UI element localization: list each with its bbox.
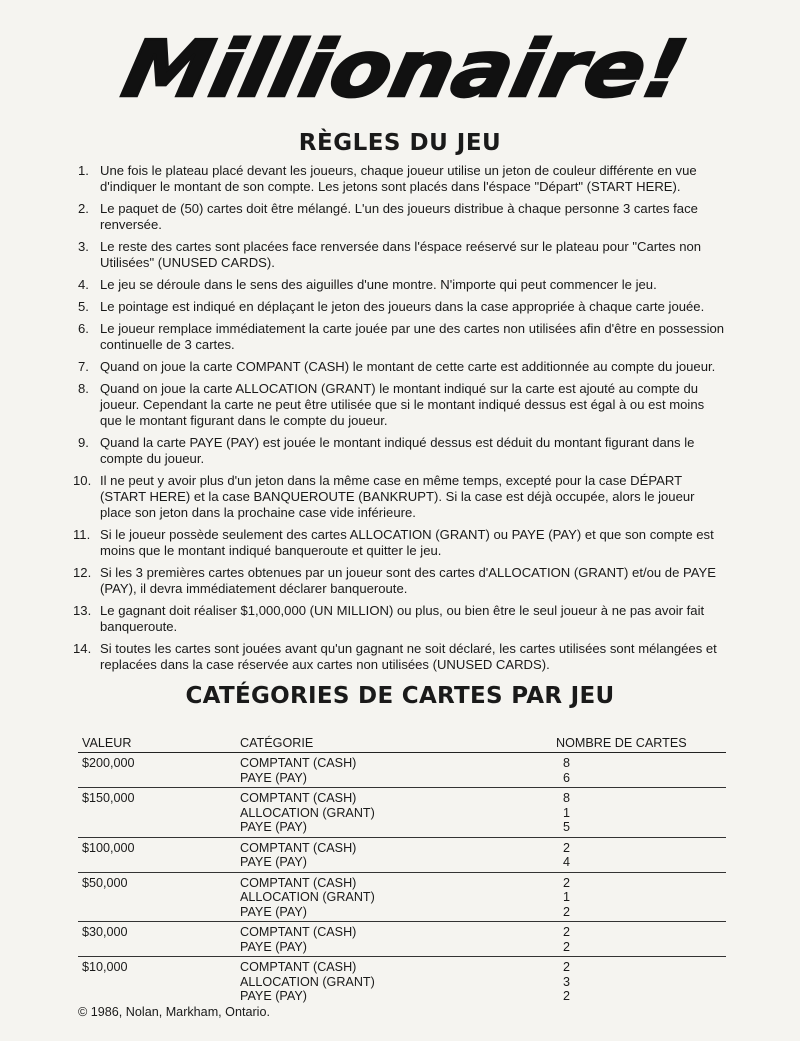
category-label: PAYE (PAY) — [240, 939, 307, 954]
rule-item — [0, 359, 725, 375]
category-label: COMPTANT (CASH) — [240, 756, 357, 770]
rule-number: 6. — [78, 321, 89, 336]
rule-item — [0, 277, 725, 293]
cell-counts — [552, 753, 726, 788]
copyright: © 1986, Nolan, Markham, Ontario. — [78, 1005, 270, 1019]
rule-item — [0, 321, 725, 353]
table-header-row — [78, 732, 726, 753]
rule-item — [0, 299, 725, 315]
category-label: PAYE (PAY) — [240, 820, 307, 834]
rule-text: Si le joueur possède seulement des cartes ALLOCATION (GRANT) ou PAYE (PAY) et que son compte est moins que le montant indiqué banqueroute et quitter le jeu. — [100, 527, 714, 558]
category-label: PAYE (PAY) — [240, 770, 307, 785]
card-count: 8 — [563, 756, 571, 770]
cell-categories — [236, 788, 552, 838]
rule-number: 13. — [73, 603, 92, 618]
millionaire-logo — [0, 8, 800, 118]
category-label: PAYE (PAY) — [240, 989, 307, 1003]
cell-counts — [552, 872, 726, 922]
cell-counts — [552, 957, 726, 1006]
card-count: 1 — [563, 805, 571, 820]
category-label: PAYE (PAY) — [240, 904, 307, 919]
category-label: COMPTANT (CASH) — [240, 840, 357, 855]
rule-number: 3. — [78, 239, 89, 254]
rule-item — [0, 565, 725, 597]
rule-text: Le gagnant doit réaliser $1,000,000 (UN MILLION) ou plus, ou bien être le seul joueur à ne pas avoir fait banqueroute. — [100, 603, 705, 634]
cell-value: $30,000 — [78, 922, 236, 957]
category-label: PAYE (PAY) — [240, 855, 307, 869]
rule-text: Quand on joue la carte COMPANT (CASH) le montant de cette carte est additionnée au compte du joueur. — [100, 359, 716, 374]
table-row — [78, 872, 726, 922]
card-count: 8 — [563, 791, 571, 805]
card-count: 2 — [563, 960, 571, 974]
rule-number: 2. — [78, 201, 89, 216]
card-categories-table — [78, 732, 726, 1006]
rule-text: Le pointage est indiqué en déplaçant le jeton des joueurs dans la case appropriée à chaque carte jouée. — [100, 299, 705, 314]
cell-categories — [236, 922, 552, 957]
category-label: COMPTANT (CASH) — [240, 925, 357, 939]
card-count: 6 — [563, 770, 571, 785]
rule-number: 1. — [78, 163, 89, 178]
header-count: NOMBRE DE CARTES — [552, 732, 726, 753]
table-row — [78, 957, 726, 1006]
table-row — [78, 753, 726, 788]
card-count: 2 — [563, 989, 571, 1003]
category-label: COMPTANT (CASH) — [240, 960, 357, 974]
cell-counts — [552, 922, 726, 957]
rule-text: Il ne peut y avoir plus d'un jeton dans la même case en même temps, excepté pour la case DÉPART (START HERE) et la case BANQUEROUTE (BANKRUPT). Si la case est déjà occupée, alors le joueur place son jeton dans la prochaine case vide inférieure. — [100, 473, 695, 520]
rule-number: 8. — [78, 381, 89, 396]
rule-number: 10. — [73, 473, 92, 488]
rule-item — [0, 163, 725, 195]
rule-number: 12. — [73, 565, 92, 580]
rule-item — [0, 381, 725, 429]
card-count: 2 — [563, 925, 571, 939]
categories-title: CATÉGORIES DE CARTES PAR JEU — [185, 683, 615, 709]
card-count: 5 — [563, 820, 571, 834]
rule-number: 11. — [73, 527, 91, 542]
cell-value: $150,000 — [78, 788, 236, 838]
rule-item — [0, 527, 725, 559]
rule-text: Quand la carte PAYE (PAY) est jouée le montant indiqué dessus est déduit du montant figurant dans le compte du joueur. — [100, 435, 695, 466]
rule-number: 7. — [78, 359, 89, 374]
logo-text: Millionaire! — [115, 23, 635, 115]
cell-categories — [236, 753, 552, 788]
rule-item — [0, 473, 725, 521]
category-label: ALLOCATION (GRANT) — [240, 890, 375, 904]
rule-item — [0, 239, 725, 271]
category-label: COMPTANT (CASH) — [240, 875, 357, 890]
category-label: ALLOCATION (GRANT) — [240, 805, 375, 820]
cell-categories — [236, 957, 552, 1006]
card-count: 2 — [563, 875, 571, 890]
table-row — [78, 922, 726, 957]
rules-list — [0, 163, 800, 679]
rule-number: 4. — [78, 277, 89, 292]
rule-text: Si toutes les cartes sont jouées avant qu'un gagnant ne soit déclaré, les cartes utilisées sont mélangées et replacées dans la case réservée aux cartes non utilisées (UNUSED CARDS). — [100, 641, 717, 672]
cell-counts — [552, 837, 726, 872]
cell-categories — [236, 872, 552, 922]
cell-counts — [552, 788, 726, 838]
rule-item — [0, 435, 725, 467]
rule-item — [0, 641, 725, 673]
card-count: 2 — [563, 840, 571, 855]
rule-text: Si les 3 premières cartes obtenues par un joueur sont des cartes d'ALLOCATION (GRANT) et/ou de PAYE (PAY), il devra immédiatement déclarer banqueroute. — [100, 565, 716, 596]
rule-item — [0, 201, 725, 233]
header-category: CATÉGORIE — [236, 732, 552, 753]
rule-number: 5. — [78, 299, 89, 314]
header-value: VALEUR — [78, 732, 236, 753]
cell-value: $50,000 — [78, 872, 236, 922]
table-row — [78, 788, 726, 838]
card-count: 4 — [563, 855, 571, 869]
rule-text: Le paquet de (50) cartes doit être mélangé. L'un des joueurs distribue à chaque personne 3 cartes face renversée. — [100, 201, 698, 232]
category-label: COMPTANT (CASH) — [240, 791, 357, 805]
rule-number: 9. — [78, 435, 89, 450]
rule-text: Le jeu se déroule dans le sens des aiguilles d'une montre. N'importe qui peut commencer le jeu. — [100, 277, 657, 292]
cell-value: $10,000 — [82, 960, 128, 974]
card-count: 3 — [563, 974, 571, 989]
rule-text: Une fois le plateau placé devant les joueurs, chaque joueur utilise un jeton de couleur différente en vue d'indiquer le montant de son compte. Les jetons sont placés dans l'éspace "Départ" (START HERE). — [100, 163, 697, 194]
category-label: ALLOCATION (GRANT) — [240, 974, 375, 989]
rules-title: RÈGLES DU JEU — [298, 130, 502, 156]
table-row — [78, 837, 726, 872]
cell-categories — [236, 837, 552, 872]
card-count: 2 — [563, 939, 571, 954]
card-count: 2 — [563, 904, 571, 919]
rule-item — [0, 603, 725, 635]
rule-text: Le joueur remplace immédiatement la carte jouée par une des cartes non utilisées afin d'être en possession continuelle de 3 cartes. — [100, 321, 725, 352]
cell-value: $100,000 — [78, 837, 236, 872]
rule-number: 14. — [73, 641, 92, 656]
card-count: 1 — [563, 890, 571, 904]
rule-text: Quand on joue la carte ALLOCATION (GRANT) le montant indiqué sur la carte est ajouté au compte du joueur. Cependant la carte ne peut être utilisée que si le montant indiqué dessus est égal à ou est moins que le montant figurant dans le compte du joueur. — [100, 381, 705, 428]
cell-value: $200,000 — [78, 753, 236, 788]
rule-text: Le reste des cartes sont placées face renversée dans l'éspace reéservé sur le plateau pour "Cartes non Utilisées" (UNUSED CARDS). — [100, 239, 702, 270]
